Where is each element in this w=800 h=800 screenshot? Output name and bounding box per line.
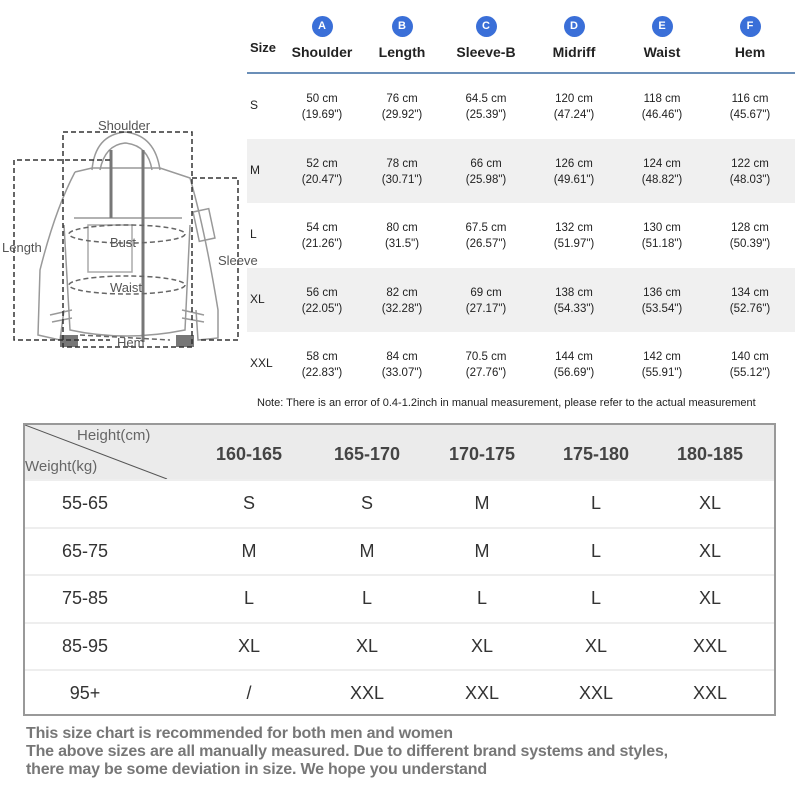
cm-value: 122 cm <box>731 157 769 170</box>
height-axis-label: Height(cm) <box>77 427 151 444</box>
column-header-length: B Length <box>357 0 447 60</box>
size-label: XL <box>250 291 265 306</box>
inch-value: (56.69") <box>553 367 595 379</box>
cm-value: 66 cm <box>470 157 502 170</box>
recommended-size-cell: / <box>246 683 252 703</box>
inch-value: (48.82") <box>641 173 683 186</box>
recommended-size-cell: XL <box>584 635 608 656</box>
inch-value: (22.05") <box>301 302 343 315</box>
inch-value: (51.97") <box>553 238 595 250</box>
inch-value: (25.39") <box>465 109 507 121</box>
cm-value: 130 cm <box>643 222 681 234</box>
diagram-label-waist: Waist <box>110 280 143 295</box>
measurement-row <box>247 332 795 397</box>
inch-value: (27.17") <box>465 302 507 315</box>
badge-d-icon: D <box>564 16 585 37</box>
cm-value: 54 cm <box>306 222 338 234</box>
cm-value: 142 cm <box>643 351 681 363</box>
badge-a-icon: A <box>312 16 333 37</box>
measurement-cell <box>277 349 367 381</box>
recommended-size-cell: L <box>590 588 601 608</box>
recommended-size-cell: M <box>241 540 257 561</box>
diagram-label-shoulder: Shoulder <box>98 118 151 133</box>
inch-value: (50.39") <box>729 238 771 250</box>
recommended-size-cell: L <box>476 588 487 608</box>
inch-value: (47.24") <box>553 109 595 121</box>
size-label: M <box>250 162 260 177</box>
measurement-cell <box>617 156 707 188</box>
weight-range-label: 55-65 <box>61 493 109 513</box>
inch-value: (30.71") <box>381 173 423 186</box>
recommended-size-cell: XL <box>470 635 494 656</box>
cm-value: 140 cm <box>731 351 769 363</box>
badge-f-icon: F <box>740 16 761 37</box>
measurement-table <box>247 0 795 397</box>
cm-value: 84 cm <box>386 351 418 363</box>
size-label: L <box>250 227 257 241</box>
size-grid-row <box>25 574 774 622</box>
column-header-waist: E Waist <box>617 0 707 60</box>
recommended-size-cell: XXL <box>349 683 385 703</box>
measurement-cell <box>357 91 447 123</box>
size-grid-row <box>25 669 774 717</box>
cm-value: 136 cm <box>643 286 681 299</box>
recommended-size-cell: S <box>242 493 255 513</box>
column-header-hem: F Hem <box>705 0 795 60</box>
measurement-cell <box>617 220 707 252</box>
cm-value: 124 cm <box>643 157 681 170</box>
measurement-cell <box>277 285 367 317</box>
cm-value: 118 cm <box>643 93 681 105</box>
recommended-size-cell: XL <box>698 493 722 513</box>
measurement-cell <box>529 285 619 317</box>
recommended-size-cell: XXL <box>464 683 500 703</box>
size-column-header: Size <box>250 40 277 55</box>
measurement-cell <box>705 156 795 188</box>
recommended-size-cell: L <box>590 540 601 561</box>
measurement-cell <box>705 285 795 317</box>
recommended-size-cell: L <box>590 493 601 513</box>
footer-line-1: This size chart is recommended for both men and women <box>26 725 453 742</box>
inch-value: (20.47") <box>301 173 343 186</box>
cm-value: 144 cm <box>555 351 593 363</box>
weight-range-label: 65-75 <box>61 540 109 561</box>
cm-value: 52 cm <box>306 157 338 170</box>
measurement-cell <box>277 156 367 188</box>
measurement-cell <box>441 156 531 188</box>
cm-value: 58 cm <box>306 351 338 363</box>
inch-value: (46.46") <box>641 109 683 121</box>
cm-value: 134 cm <box>731 286 769 299</box>
measurement-cell <box>529 156 619 188</box>
inch-value: (54.33") <box>553 302 595 315</box>
measurement-cell <box>529 220 619 252</box>
badge-c-icon: C <box>476 16 497 37</box>
inch-value: (48.03") <box>729 173 771 186</box>
weight-range-label: 85-95 <box>61 635 109 656</box>
height-range-header: 160-165 <box>215 444 283 464</box>
measurement-cell <box>441 91 531 123</box>
badge-b-icon: B <box>392 16 413 37</box>
size-recommendation-table <box>23 423 776 716</box>
inch-value: (51.18") <box>641 238 683 250</box>
cm-value: 138 cm <box>555 286 593 299</box>
size-grid-row <box>25 622 774 670</box>
recommended-size-cell: XL <box>698 588 722 608</box>
weight-range-label: 75-85 <box>61 588 109 608</box>
measurement-cell <box>705 91 795 123</box>
cm-value: 50 cm <box>306 93 338 105</box>
measurement-cell <box>441 349 531 381</box>
weight-range-label: 95+ <box>69 683 101 703</box>
measurement-cell <box>277 220 367 252</box>
recommended-size-cell: XL <box>237 635 261 656</box>
recommended-size-cell: XL <box>355 635 379 656</box>
inch-value: (53.54") <box>641 302 683 315</box>
inch-value: (19.69") <box>301 109 343 121</box>
measurement-row <box>247 268 795 333</box>
cm-value: 67.5 cm <box>465 222 507 234</box>
footer-line-3: there may be some deviation in size. We hope you understand <box>26 761 487 778</box>
footer-line-2: The above sizes are all manually measured. Due to different brand systems and styles, <box>26 743 668 760</box>
recommended-size-cell: XXL <box>692 635 728 656</box>
inch-value: (55.12") <box>729 367 771 379</box>
cm-value: 82 cm <box>386 286 418 299</box>
size-label: XXL <box>250 356 273 370</box>
measurement-table-header <box>247 0 795 74</box>
height-range-header: 165-170 <box>333 444 401 464</box>
measurement-cell <box>705 349 795 381</box>
measurement-note: Note: There is an error of 0.4-1.2inch in manual measurement, please refer to the actual measurement <box>257 397 756 409</box>
inch-value: (22.83") <box>301 367 343 379</box>
recommended-size-cell: M <box>359 540 375 561</box>
recommended-size-cell: L <box>243 588 254 608</box>
measurement-row <box>247 74 795 139</box>
cm-value: 128 cm <box>731 222 769 234</box>
cm-value: 116 cm <box>731 93 769 105</box>
measurement-cell <box>277 91 367 123</box>
inch-value: (26.57") <box>465 238 507 250</box>
inch-value: (32.28") <box>381 302 423 315</box>
recommended-size-cell: S <box>360 493 373 513</box>
column-header-midriff: D Midriff <box>529 0 619 60</box>
cm-value: 64.5 cm <box>465 93 507 105</box>
footer-disclaimer <box>26 725 668 779</box>
diagram-label-length: Length <box>2 240 42 255</box>
cm-value: 56 cm <box>306 286 338 299</box>
cm-value: 80 cm <box>386 222 418 234</box>
size-label: S <box>250 98 259 112</box>
measurement-row <box>247 139 795 204</box>
size-grid-row <box>25 527 774 575</box>
cm-value: 70.5 cm <box>465 351 507 363</box>
recommended-size-cell: L <box>361 588 372 608</box>
recommended-size-cell: M <box>474 540 490 561</box>
cm-value: 132 cm <box>555 222 593 234</box>
inch-value: (21.26") <box>301 238 343 250</box>
measurement-cell <box>357 285 447 317</box>
measurement-cell <box>441 285 531 317</box>
measurement-cell <box>441 220 531 252</box>
column-header-sleeve-b: C Sleeve-B <box>441 0 531 60</box>
inch-value: (29.92") <box>381 109 423 121</box>
height-range-header: 170-175 <box>448 444 516 464</box>
inch-value: (25.98") <box>465 173 507 186</box>
measurement-row <box>247 203 795 268</box>
recommended-size-cell: XL <box>698 540 722 561</box>
cm-value: 120 cm <box>555 93 593 105</box>
height-range-header: 175-180 <box>562 444 630 464</box>
column-header-shoulder: A Shoulder <box>277 0 367 60</box>
diagram-label-bust: Bust <box>110 235 137 250</box>
measurement-cell <box>357 220 447 252</box>
cm-value: 78 cm <box>386 157 418 170</box>
inch-value: (52.76") <box>729 302 771 315</box>
size-grid-header <box>25 425 774 479</box>
inch-value: (33.07") <box>381 367 423 379</box>
measurement-cell <box>705 220 795 252</box>
recommended-size-cell: XXL <box>578 683 614 703</box>
inch-value: (45.67") <box>729 109 771 121</box>
cm-value: 69 cm <box>470 286 502 299</box>
recommended-size-cell: M <box>474 493 490 513</box>
inch-value: (27.76") <box>465 367 507 379</box>
diagram-label-sleeve: Sleeve <box>218 253 258 268</box>
measurement-cell <box>357 156 447 188</box>
cm-value: 76 cm <box>386 93 418 105</box>
diagram-label-hem: Hem <box>117 335 145 350</box>
height-range-header: 180-185 <box>676 444 744 464</box>
measurement-cell <box>617 349 707 381</box>
recommended-size-cell: XXL <box>692 683 728 703</box>
measurement-cell <box>617 285 707 317</box>
size-grid-row <box>25 479 774 527</box>
inch-value: (55.91") <box>641 367 683 379</box>
cm-value: 126 cm <box>555 157 593 170</box>
badge-e-icon: E <box>652 16 673 37</box>
measurement-cell <box>617 91 707 123</box>
inch-value: (31.5") <box>384 238 420 250</box>
measurement-cell <box>529 91 619 123</box>
inch-value: (49.61") <box>553 173 595 186</box>
measurement-cell <box>529 349 619 381</box>
measurement-cell <box>357 349 447 381</box>
weight-axis-label: Weight(kg) <box>25 458 98 475</box>
